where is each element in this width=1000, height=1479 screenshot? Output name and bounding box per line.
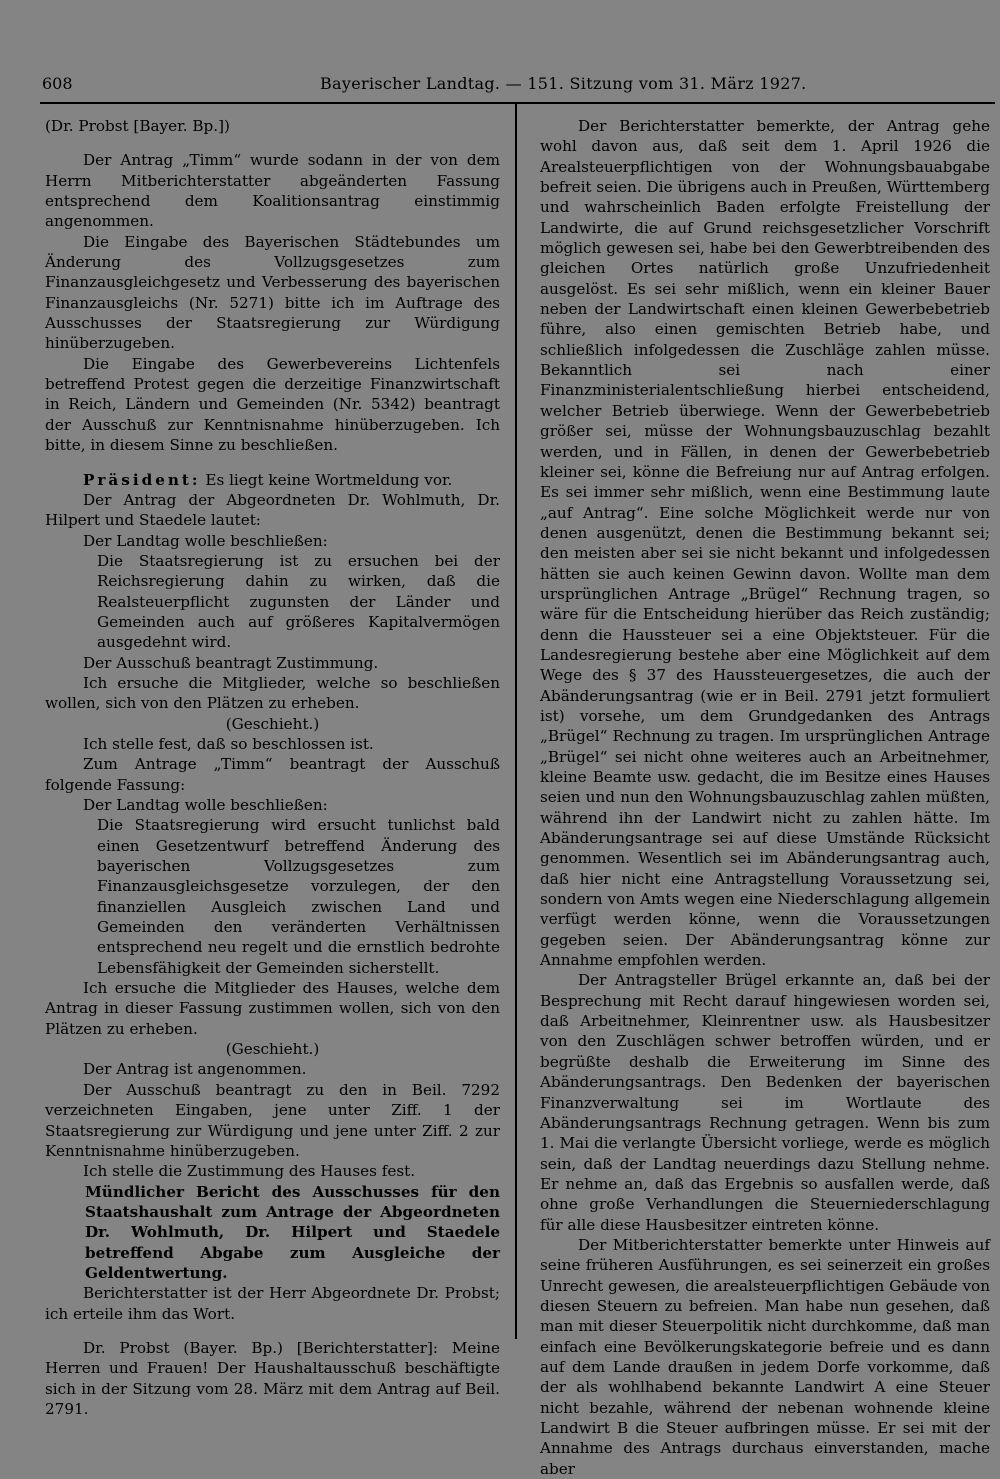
paragraph (45, 470, 500, 490)
paragraph: Ich ersuche die Mitglieder des Hauses, welche dem Antrag in dieser Fassung zustimmen wollen, sich von den Plätzen zu erheben. (45, 979, 500, 1038)
paragraph: Der Berichterstatter bemerkte, der Antrag gehe wohl davon aus, daß seit dem 1. April 1926 die Arealsteuerpflichtigen von der Wohnungsbauabgabe befreit seien. Die übrigens auch in Preußen, Württemberg und wahrscheinlich Baden erfolgte Freistellung der Landwirte, die auf Grund reichsgesetzlicher Vorschrift möglich gewesen sei, habe bei den Gewerbtreibenden des gleichen Ortes natürlich große Unzufriedenheit ausgelöst. Es sei sehr mißlich, wenn ein kleiner Bauer neben der Landwirtschaft einen kleinen Gewerbebetrieb führe, also einen gemischten Betrieb habe, und schließlich infolgedessen die Zuschläge zahlen müsse. Bekanntlich sei nach einer Finanzministerialentschließung hierbei entscheidend, welcher Betrieb überwiege. Wenn der Gewerbebetrieb größer sei, müsse der Wohnungsbauzuschlag bezahlt werden, und in Fällen, in denen der Gewerbebetrieb kleiner sei, könne die Befreiung nur auf Antrag erfolgen. Es sei immer sehr mißlich, wenn eine Bestimmung laute „auf Antrag“. Eine solche Möglichkeit werde nur von denen ausgenützt, denen die Bestimmung bekannt sei; den meisten aber sei sie nicht bekannt und infolgedessen hätten sie auch keinen Gewinn davon. Wollte man dem ursprünglichen Antrage „Brügel“ Rechnung tragen, so wäre für die Entscheidung hierüber das Reich zuständig; denn die Haussteuer sei a eine Objektsteuer. Für die Landesregierung bestehe aber eine Möglichkeit auf dem Wege des § 37 des Haussteuergesetzes, die auch der Abänderungsantrag (wie er in Beil. 2791 jetzt formuliert ist) vorsehe, um dem Grundgedanken des Antrags „Brügel“ Rechnung zu tragen. Im ursprünglichen Antrage „Brügel“ sei nicht ohne weiteres auch an Arbeitnehmer, kleine Beamte usw. gedacht, die im Besitze eines Hauses seien und nun den Wohnungsbauzuschlag zahlen müßten, während ihn der Landwirt nicht zu zahlen hätte. Im Abänderungsantrage sei auf diese Umstände Rücksicht genommen. Wesentlich sei im Abänderungsantrag auch, daß hier nicht eine Antragstellung Voraussetzung sei, sondern von Amts wegen eine Niederschlagung allgemein verfügt werden könne, wenn die Voraussetzungen gegeben seien. Der Abänderungsantrag könne zur Annahme empfohlen werden. (540, 117, 990, 970)
speaker-label: Präsident: (83, 470, 201, 489)
page-number: 608 (42, 74, 73, 93)
speech-text: Es liegt keine Wortmeldung vor. (205, 470, 453, 489)
paragraph: Der Ausschuß beantragt zu den in Beil. 7292 verzeichneten Eingaben, jene unter Ziff. 1 der Staatsregierung zur Würdigung und jene unter Ziff. 2 zur Kenntnisnahme hinüberzugeben. (45, 1080, 500, 1160)
column-divider (515, 104, 517, 1339)
paragraph: Dr. Probst (Bayer. Bp.) [Berichterstatter]: Meine Herren und Frauen! Der Haushaltausschuß beschäftigte sich in der Sitzung vom 28. März mit dem Antrag auf Beil. 2791. (45, 1338, 500, 1418)
paragraph: Ich ersuche die Mitglieder, welche so beschließen wollen, sich von den Plätzen zu erheben. (45, 673, 500, 713)
quoted-motion: Die Staatsregierung ist zu ersuchen bei der Reichsregierung dahin zu wirken, daß die Realsteuerpflicht zugunsten der Länder und Gemeinden auch auf größeres Kapitalvermögen ausgedehnt wird. (97, 551, 500, 652)
paragraph: Der Ausschuß beantragt Zustimmung. (83, 653, 379, 672)
paragraph: Der Mitberichterstatter bemerkte unter Hinweis auf seine früheren Ausführungen, es sei seinerzeit ein großes Unrecht gewesen, die arealsteuerpflichtigen Gebäude von diesen Steuern zu befreien. Man habe nun gesehen, daß man mit dieser Steuerpolitik nicht durchkomme, daß man einfach eine Bevölkerungskategorie befreie und es dann auf dem Lande draußen in jedem Dorfe vorkomme, daß der als wohlhabend bekannte Landwirt A eine Steuer nicht bezahle, während der nebenan wohnende kleine Landwirt B die Steuer aufbringen müsse. Er sei mit der Annahme des Antrags durchaus einverstanden, mache aber (540, 1235, 990, 1478)
paragraph: Der Landtag wolle beschließen: (83, 796, 328, 814)
paragraph: Der Antrag der Abgeordneten Dr. Wohlmuth, Dr. Hilpert und Staedele lautet: (45, 490, 500, 530)
right-column (540, 116, 990, 1479)
stage-note: (Geschieht.) (225, 1040, 320, 1059)
speaker-continuation: (Dr. Probst [Bayer. Bp.]) (45, 117, 230, 135)
paragraph: Die Eingabe des Bayerischen Städtebundes um Änderung des Vollzugsgesetzes zum Finanzausgleichgesetz und Verbesserung des bayerischen Finanzausgleichs (Nr. 5271) bitte ich im Auftrage des Ausschusses der Staatsregierung zur Würdigung hinüberzugeben. (45, 232, 500, 353)
paragraph: Zum Antrage „Timm“ beantragt der Ausschuß folgende Fassung: (45, 755, 500, 794)
quoted-motion: Die Staatsregierung wird ersucht tunlichst bald einen Gesetzentwurf betreffend Änderung des bayerischen Vollzugsgesetzes zum Finanzausgleichsgesetze vorzulegen, der den finanziellen Ausgleich zwischen Land und Gemeinden den veränderten Verhältnissen entsprechend neu regelt und die ernstlich bedrohte Lebensfähigkeit der Gemeinden sicherstellt. (97, 816, 500, 977)
paragraph: Der Landtag wolle beschließen: (83, 531, 328, 550)
paragraph: Ich stelle fest, daß so beschlossen ist. (83, 734, 374, 753)
stage-note: (Geschieht.) (225, 714, 320, 733)
left-column (45, 116, 500, 1419)
paragraph: Der Antrag ist angenommen. (83, 1060, 307, 1079)
page-header (40, 72, 995, 104)
paragraph: Berichterstatter ist der Herr Abgeordnete Dr. Probst; ich erteile ihm das Wort. (45, 1284, 500, 1323)
paragraph: Die Eingabe des Gewerbevereins Lichtenfels betreffend Protest gegen die derzeitige Finanzwirtschaft in Reich, Ländern und Gemeinden (Nr. 5342) beantragt der Ausschuß zur Kenntnisnahme hinüberzugeben. Ich bitte, in diesem Sinne zu beschließen. (45, 354, 500, 455)
running-title: Bayerischer Landtag. — 151. Sitzung vom 31. März 1927. (320, 74, 807, 93)
paragraph: Der Antragsteller Brügel erkannte an, daß bei der Besprechung mit Recht darauf hingewiesen worden sei, daß Arbeitnehmer, Kleinrentner usw. als Hausbesitzer von den Zuschlägen schwer betroffen würden, und er begrüßte deshalb die Erweiterung im Sinne des Abänderungsantrags. Den Bedenken der bayerischen Finanzverwaltung sei im Wortlaute des Abänderungsantrags Rechnung getragen. Wenn bis zum 1. Mai die verlangte Übersicht vorliege, werde es möglich sein, daß der Landtag neuerdings dazu Stellung nehme. Er nehme an, daß das Ergebnis so ausfallen werde, daß ohne große Verhandlungen die Steuerniederschlagung für alle diese Hausbesitzer eintreten könne. (540, 971, 990, 1234)
paragraph: Der Antrag „Timm“ wurde sodann in der von dem Herrn Mitberichterstatter abgeänderten Fassung entsprechend dem Koalitionsantrag einstimmig angenommen. (45, 151, 500, 231)
paragraph: Ich stelle die Zustimmung des Hauses fest. (83, 1162, 416, 1181)
section-heading: Mündlicher Bericht des Ausschusses für den Staatshaushalt zum Antrage der Abgeordneten Dr. Wohlmuth, Dr. Hilpert und Staedele betreffend Abgabe zum Ausgleiche der Geldentwertung. (85, 1182, 500, 1282)
